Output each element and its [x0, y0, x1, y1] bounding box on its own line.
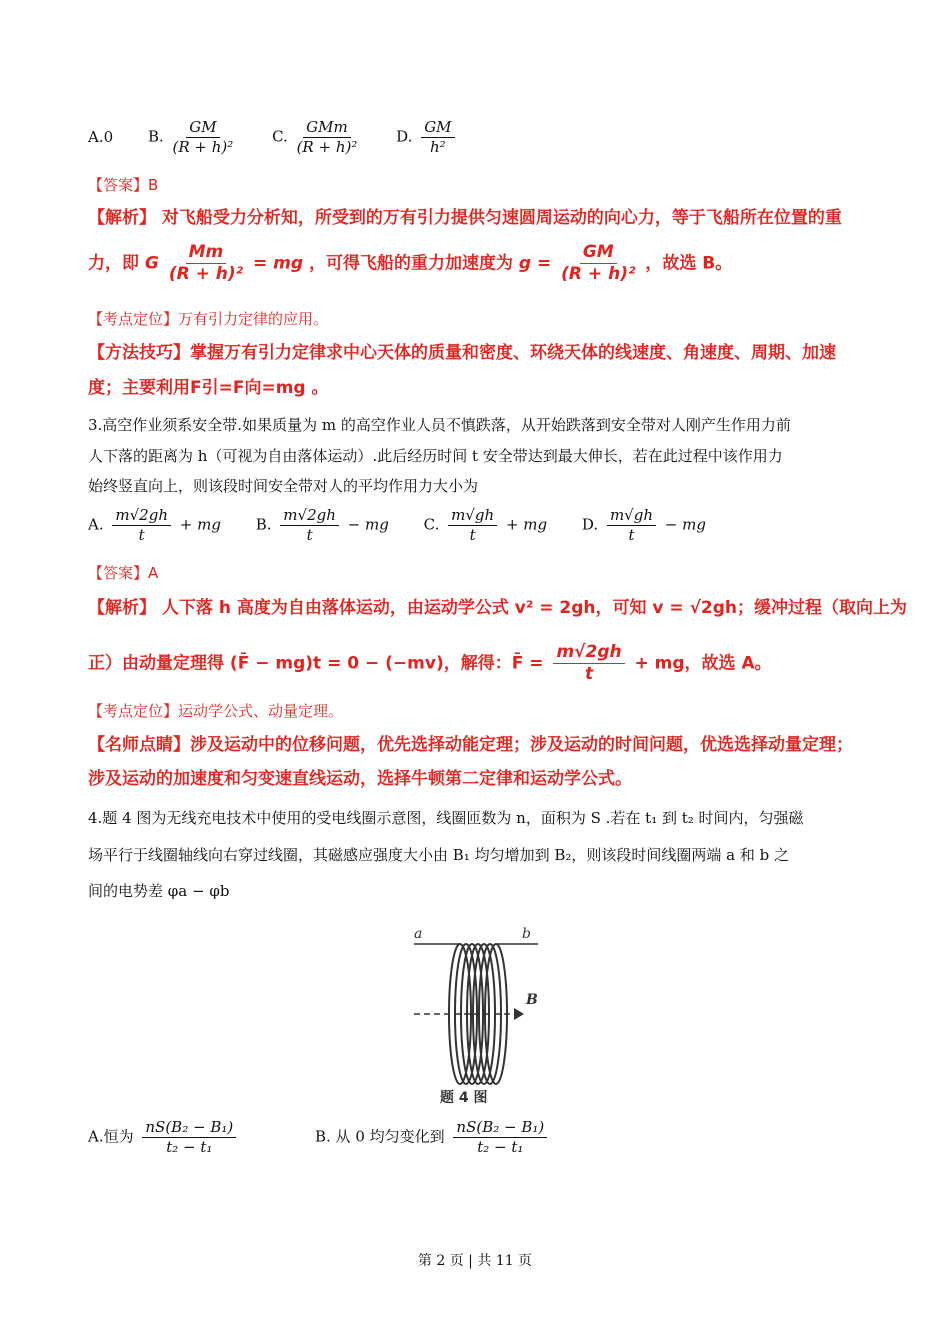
q2-eq1-rhs: = mg: [253, 253, 304, 274]
q3-option-a-suffix: + mg: [179, 515, 221, 534]
q3-option-c-den: t: [469, 526, 476, 544]
q2-option-c-den: (R + h)²: [296, 138, 358, 156]
q3-options: [88, 508, 736, 543]
q2-option-b-num: GM: [186, 120, 219, 138]
q2-analysis-text1: 对飞船受力分析知，所受到的万有引力提供匀速圆周运动的向心力，等于飞船所在位置的重: [161, 208, 842, 228]
q3-analysis-pre: 正）由动量定理得 (F̄ − mg)t = 0 − (−mv)，解得：F̄ =: [88, 653, 544, 674]
q3-option-c-prefix: C.: [423, 515, 440, 534]
q4-option-a-num: nS(B₂ − B₁): [142, 1120, 236, 1138]
q3-tip-line1: 【名师点睛】涉及运动中的位移问题，优先选择动能定理；涉及运动的时间问题，优选选择动量定理；: [88, 735, 853, 755]
q3-option-b: [256, 508, 389, 543]
q3-option-a-den: t: [138, 526, 145, 544]
q2-option-b: [148, 120, 237, 155]
q2-option-a: A.0: [88, 128, 114, 146]
q2-analysis-post: ，故选 B。: [645, 253, 733, 274]
q3-option-c-suffix: + mg: [505, 515, 548, 534]
figure-caption: 题 4 图: [440, 1090, 488, 1106]
q3-point: 【考点定位】运动学公式、动量定理。: [88, 702, 344, 720]
q2-eq2-den: (R + h)²: [561, 264, 636, 284]
q3-tip-line2: 涉及运动的加速度和匀变速直线运动，选择牛顿第二定律和运动学公式。: [88, 769, 632, 789]
q2-method-line2: 度；主要利用F引=F向=mg 。: [88, 378, 329, 398]
q4-option-b-prefix: B. 从 0 均匀变化到: [315, 1127, 445, 1146]
q2-point: 【考点定位】万有引力定律的应用。: [88, 310, 329, 328]
q2-option-b-den: (R + h)²: [172, 138, 234, 156]
q3-analysis-line1: [88, 600, 907, 617]
q3-stem-line1: 3.高空作业须系安全带.如果质量为 m 的高空作业人员不慎跌落，从开始跌落到安全带对人刚产生作用力前: [88, 416, 791, 434]
coil-figure: [410, 922, 540, 1107]
q3-option-d-prefix: D.: [581, 515, 599, 534]
q2-eq1-den: (R + h)²: [168, 264, 244, 284]
q3-analysis-num: m√2gh: [553, 644, 624, 664]
q2-option-d: [396, 120, 458, 155]
q3-option-a-num: m√2gh: [112, 508, 171, 526]
q4-option-b: [315, 1120, 551, 1155]
q2-eq2-lhs: g =: [518, 253, 552, 274]
q2-answer: 【答案】B: [88, 176, 159, 194]
q2-eq1-lhs: G: [144, 253, 159, 274]
q2-option-b-prefix: B.: [147, 127, 164, 146]
q3-analysis-den: t: [584, 664, 594, 684]
q3-option-d-suffix: − mg: [664, 515, 706, 534]
q2-option-c-prefix: C.: [272, 127, 288, 146]
q3-option-d: [582, 508, 706, 543]
q3-option-c: [424, 508, 548, 543]
q2-option-c-num: GMm: [303, 120, 351, 138]
q3-stem-line2: 人下落的距离为 h（可视为自由落体运动）.此后经历时间 t 安全带达到最大伸长，若在此过程中该作用力: [88, 447, 783, 465]
q3-stem-line3: 始终竖直向上，则该段时间安全带对人的平均作用力大小为: [88, 477, 479, 495]
q2-option-c: [272, 120, 361, 155]
q4-option-a-prefix: A.恒为: [88, 1127, 134, 1146]
q3-option-b-prefix: B.: [255, 515, 272, 534]
q2-analysis-line2: [88, 244, 732, 283]
coil-label-b: b: [522, 926, 531, 942]
q3-option-d-num: m√gh: [607, 508, 656, 526]
q2-eq1-num: Mm: [186, 244, 227, 264]
q4-option-a: [88, 1120, 240, 1155]
q2-option-d-den: h²: [430, 138, 446, 156]
q3-analysis-text1: 人下落 h 高度为自由落体运动，由运动学公式 v² = 2gh，可知 v = √2gh；缓冲过程（取向上为: [161, 598, 908, 618]
q3-option-d-den: t: [628, 526, 635, 544]
q3-option-b-num: m√2gh: [280, 508, 339, 526]
coil-label-a: a: [414, 926, 423, 942]
q3-answer: 【答案】A: [88, 564, 159, 582]
q2-analysis-mid: ，可得飞船的重力加速度为: [308, 253, 513, 274]
q4-stem-line2: 场平行于线圈轴线向右穿过线圈，其磁感应强度大小由 B₁ 均匀增加到 B₂，则该段时间线圈两端 a 和 b 之: [88, 846, 789, 864]
q4-option-a-den: t₂ − t₁: [166, 1138, 213, 1156]
q2-option-d-num: GM: [421, 120, 454, 138]
q3-option-b-suffix: − mg: [347, 515, 389, 534]
q2-analysis-line1: [88, 210, 842, 227]
page-footer: 第 2 页 | 共 11 页: [417, 1253, 533, 1269]
coil-label-B: B: [526, 992, 538, 1008]
q4-options: [88, 1120, 581, 1155]
q2-option-d-prefix: D.: [396, 127, 413, 146]
q2-analysis-label: 【解析】: [88, 208, 156, 228]
q3-analysis-post: + mg，故选 A。: [634, 653, 772, 674]
q4-option-b-num: nS(B₂ − B₁): [453, 1120, 547, 1138]
coil-diagram: [410, 922, 540, 1107]
q2-options: [88, 120, 489, 155]
q4-option-b-den: t₂ − t₁: [477, 1138, 524, 1156]
q3-option-c-num: m√gh: [448, 508, 497, 526]
q3-analysis-label: 【解析】: [88, 598, 156, 618]
q2-eq2-num: GM: [580, 244, 617, 264]
q4-stem-line3: 间的电势差 φa − φb: [88, 882, 230, 900]
q3-analysis-line2: [88, 644, 772, 683]
q3-option-a-prefix: A.: [88, 515, 104, 534]
q4-stem-line1: 4.题 4 图为无线充电技术中使用的受电线圈示意图，线圈匝数为 n，面积为 S .若在 t₁ 到 t₂ 时间内，匀强磁: [88, 809, 804, 827]
q3-option-a: [88, 508, 221, 543]
q3-option-b-den: t: [306, 526, 313, 544]
q2-analysis-pre: 力，即: [88, 253, 139, 274]
q2-method-line1: 【方法技巧】掌握万有引力定律求中心天体的质量和密度、环绕天体的线速度、角速度、周期、加速: [88, 343, 836, 363]
